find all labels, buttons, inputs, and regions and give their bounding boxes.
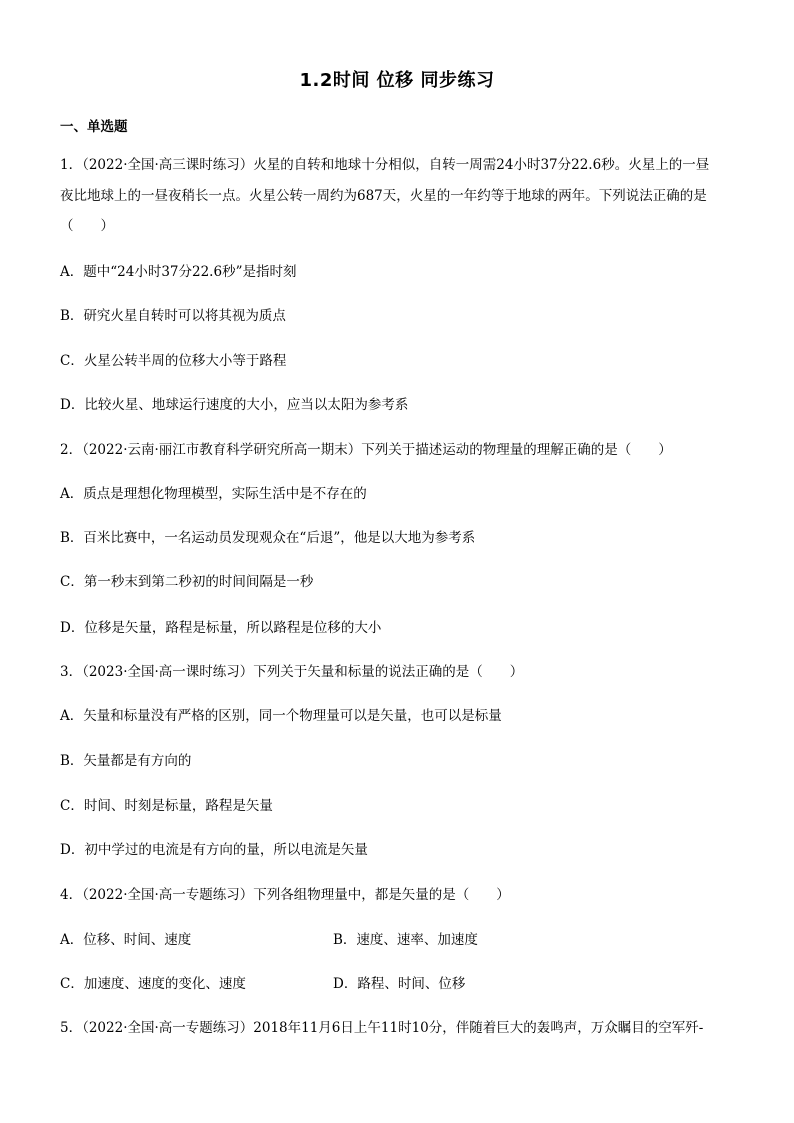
question-1-option-b: B．研究火星自转时可以将其视为质点 bbox=[60, 308, 286, 324]
question-3-option-a: A．矢量和标量没有严格的区别，同一个物理量可以是矢量，也可以是标量 bbox=[60, 708, 502, 724]
question-4-option-c: C．加速度、速度的变化、速度 bbox=[60, 976, 246, 992]
question-3-option-b: B．矢量都是有方向的 bbox=[60, 753, 192, 769]
question-2-option-a: A．质点是理想化物理模型，实际生活中是不存在的 bbox=[60, 486, 367, 502]
question-2-option-d: D．位移是矢量，路程是标量，所以路程是位移的大小 bbox=[60, 620, 382, 636]
question-3-option-c: C．时间、时刻是标量，路程是矢量 bbox=[60, 798, 273, 814]
question-2-stem: 2．（2022·云南·丽江市教育科学研究所高一期末）下列关于描述运动的物理量的理解正确的是（ ） bbox=[60, 442, 672, 458]
question-4-option-d: D．路程、时间、位移 bbox=[333, 976, 466, 992]
question-1-stem-line-2: 夜比地球上的一昼夜稍长一点。火星公转一周约为687天，火星的一年约等于地球的两年。下列说法正确的是 bbox=[60, 188, 707, 204]
question-2-option-b: B．百米比赛中，一名运动员发现观众在“后退”，他是以大地为参考系 bbox=[60, 530, 476, 546]
question-1-stem-line-1: 1．（2022·全国·高三课时练习）火星的自转和地球十分相似，自转一周需24小时37分22.6秒。火星上的一昼 bbox=[60, 157, 710, 173]
question-3-option-d: D．初中学过的电流是有方向的量，所以电流是矢量 bbox=[60, 842, 368, 858]
section-heading: 一、单选题 bbox=[60, 119, 128, 135]
question-5-stem: 5．（2022·全国·高一专题练习）2018年11月6日上午11时10分，伴随着巨大的轰鸣声，万众瞩目的空军歼- bbox=[60, 1020, 704, 1036]
question-2-option-c: C．第一秒末到第二秒初的时间间隔是一秒 bbox=[60, 574, 314, 590]
question-1-stem-line-3: （ ） bbox=[60, 218, 114, 234]
question-1-option-d: D．比较火星、地球运行速度的大小，应当以太阳为参考系 bbox=[60, 397, 409, 413]
question-4-option-b: B．速度、速率、加速度 bbox=[333, 932, 478, 948]
question-1-option-c: C．火星公转半周的位移大小等于路程 bbox=[60, 353, 287, 369]
question-4-option-a: A．位移、时间、速度 bbox=[60, 932, 192, 948]
page-title: 1.2时间 位移 同步练习 bbox=[299, 70, 495, 91]
question-4-stem: 4．（2022·全国·高一专题练习）下列各组物理量中，都是矢量的是（ ） bbox=[60, 887, 510, 903]
question-1-option-a: A．题中“24小时37分22.6秒”是指时刻 bbox=[60, 264, 297, 280]
question-3-stem: 3．（2023·全国·高一课时练习）下列关于矢量和标量的说法正确的是（ ） bbox=[60, 664, 524, 680]
